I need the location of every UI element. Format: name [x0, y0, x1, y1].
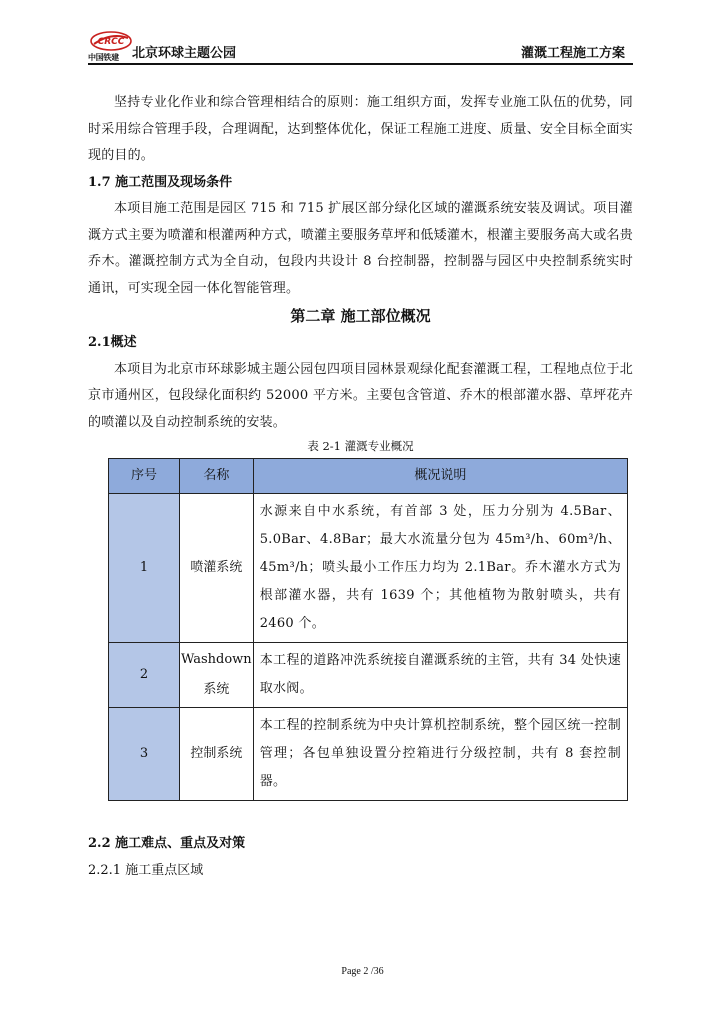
- page-header: [88, 30, 633, 64]
- logo-text: 中国铁建: [88, 53, 119, 62]
- cell-name: 控制系统: [180, 708, 254, 801]
- header-seq: 序号: [109, 459, 180, 494]
- cell-name: Washdown 系统: [180, 643, 254, 708]
- cell-seq: 1: [109, 494, 180, 643]
- header-project-name: 北京环球主题公园: [132, 46, 237, 61]
- svg-text:CRCC: CRCC: [97, 37, 125, 47]
- document-body: [88, 90, 633, 884]
- table-row: [109, 708, 628, 801]
- table-caption: 表 2-1 灌溉专业概况: [307, 439, 414, 453]
- paragraph-scope: 本项目施工范围是园区 715 和 715 扩展区部分绿化区域的灌溉系统安装及调试。项目灌溉方式主要为喷灌和根灌两种方式，喷灌主要服务草坪和低矮灌木，根灌主要服务高大或名贵乔木。灌溉控制方式为全自动，包段内共设计 8 台控制器，控制器与园区中央控制系统实时通讯，可实现全园一体化智能管理。: [88, 201, 633, 296]
- header-divider: [88, 63, 633, 65]
- section-title: 概述: [110, 335, 137, 350]
- section-number: 1.7: [88, 174, 111, 190]
- cell-desc: 本工程的控制系统为中央计算机控制系统，整个园区统一控制管理；各包单独设置分控箱进行分级控制，共有 8 套控制器。: [253, 708, 627, 801]
- section-title: 施工难点、重点及对策: [115, 836, 246, 851]
- paragraph-principle: 坚持专业化作业和综合管理相结合的原则：施工组织方面，发挥专业施工队伍的优势，同时采用综合管理手段，合理调配，达到整体优化，保证工程施工进度、质量、安全目标全面实现的目的。: [88, 95, 633, 163]
- subsection-heading-2-2-1: 2.2.1 施工重点区域: [88, 862, 204, 878]
- cell-desc: 水源来自中水系统，有首部 3 处，压力分别为 4.5Bar、5.0Bar、4.8Bar；最大水流量分包为 45m³/h、60m³/h、45m³/h；喷头最小工作压力均为 2.1Bar。乔木灌水方式为根部灌水器，共有 1639 个；其他植物为散射喷头，共有 2460 个。: [253, 494, 627, 643]
- header-document-title: 灌溉工程施工方案: [520, 46, 625, 61]
- spacer: [88, 801, 633, 831]
- chapter-heading: 第二章 施工部位概况: [290, 307, 431, 325]
- crcc-logo-icon: [88, 30, 134, 52]
- irrigation-overview-table: [108, 458, 628, 801]
- section-number: 2.1: [88, 335, 111, 350]
- cell-seq: 2: [109, 643, 180, 708]
- company-logo: [88, 30, 134, 64]
- section-heading-2-2: [88, 831, 633, 858]
- page-number: Page 2 /36: [341, 966, 384, 977]
- header-desc: 概况说明: [253, 459, 627, 494]
- table-header-row: [109, 459, 628, 494]
- section-title: 施工范围及现场条件: [115, 174, 233, 190]
- table-row: [109, 643, 628, 708]
- header-name: 名称: [180, 459, 254, 494]
- cell-desc: 本工程的道路冲洗系统接自灌溉系统的主管，共有 34 处快速取水阀。: [253, 643, 627, 708]
- paragraph-overview: 本项目为北京市环球影城主题公园包四项目园林景观绿化配套灌溉工程，工程地点位于北京市通州区，包段绿化面积约 52000 平方米。主要包含管道、乔木的根部灌水器、草坪花卉的喷灌以及自动控制系统的安装。: [88, 361, 633, 430]
- section-number: 2.2: [88, 836, 111, 851]
- cell-seq: 3: [109, 708, 180, 801]
- cell-name: 喷灌系统: [180, 494, 254, 643]
- section-heading-1-7: [88, 170, 633, 197]
- table-row: [109, 494, 628, 643]
- section-heading-2-1: [88, 330, 633, 357]
